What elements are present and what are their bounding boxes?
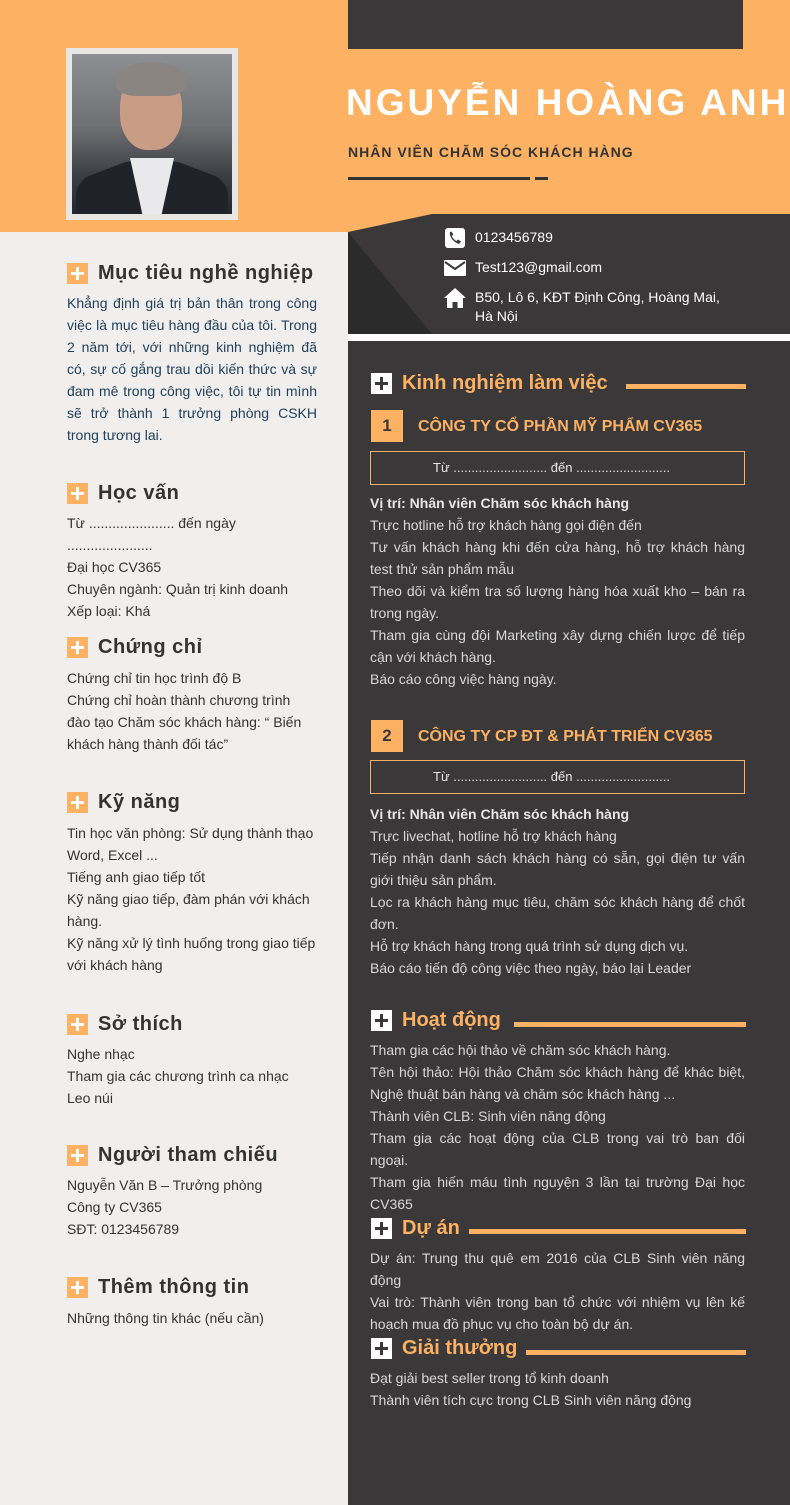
header-dark-block bbox=[348, 0, 743, 49]
section-activities-title: Hoạt động bbox=[371, 1009, 501, 1032]
section-hobbies-title: Sở thích bbox=[67, 1013, 183, 1036]
avatar-frame bbox=[66, 48, 238, 220]
section-more-info-title: Thêm thông tin bbox=[67, 1276, 249, 1299]
title-underline-dash bbox=[535, 177, 548, 180]
contact-phone bbox=[444, 228, 553, 248]
address-text: B50, Lô 6, KĐT Định Công, Hoàng Mai, Hà Nội bbox=[475, 289, 720, 324]
company-name: CÔNG TY CP ĐT & PHÁT TRIỂN CV365 bbox=[418, 728, 713, 745]
home-icon bbox=[444, 288, 466, 308]
certificates-list: Chứng chỉ tin học trình độ B Chứng chỉ hoàn thành chương trình đào tạo Chăm sóc khách hàng: “ Biến khách hàng thành đối tác” bbox=[67, 670, 302, 752]
job-title: NHÂN VIÊN CHĂM SÓC KHÁCH HÀNG bbox=[348, 144, 634, 160]
title-underline bbox=[348, 177, 530, 180]
contact-address bbox=[444, 288, 720, 326]
hobbies-list: Nghe nhạc Tham gia các chương trình ca nhạc Leo núi bbox=[67, 1046, 289, 1106]
candidate-name: NGUYỄN HOÀNG ANH bbox=[346, 82, 790, 123]
plus-icon bbox=[67, 792, 88, 813]
job-number: 2 bbox=[371, 720, 403, 752]
section-rule bbox=[469, 1229, 746, 1234]
activities-list: Tham gia các hội thảo về chăm sóc khách hàng. Tên hội thảo: Hội thảo Chăm sóc khách hàng để khác biệt, Nghệ thuật bán hàng và chăm sóc khách hàng ... Thành viên CLB: Sinh viên năng động Tham gia các hoạt động của CLB trong vai trò ban đối ngoại. Tham gia hiến máu tình nguyện 3 lần tại trường Đại học CV365 bbox=[370, 1042, 745, 1212]
job-details: Vị trí: Nhân viên Chăm sóc khách hàng Trực hotline hỗ trợ khách hàng gọi điện đến Tư vấn khách hàng khi đến cửa hàng, hỗ trợ khách hàng test thử sản phẩm mẫu Theo dõi và kiểm tra số lượng hàng hóa xuất kho – bán ra trong ngày. Tham gia cùng đội Marketing xây dựng chiến lược để tiếp cận với khách hàng. Báo cáo công việc hàng ngày. bbox=[370, 495, 745, 687]
avatar bbox=[72, 54, 232, 214]
company-name: CÔNG TY CỔ PHẦN MỸ PHẨM CV365 bbox=[418, 418, 703, 435]
contact-notch bbox=[348, 214, 432, 232]
email-text: Test123@gmail.com bbox=[475, 259, 603, 275]
section-certificates-title: Chứng chỉ bbox=[67, 636, 203, 659]
section-rule bbox=[514, 1022, 746, 1027]
awards-list: Đạt giải best seller trong tổ kinh doanh Thành viên tích cực trong CLB Sinh viên năng động bbox=[370, 1370, 692, 1408]
objective-text: Khẳng định giá trị bản thân trong công việc là mục tiêu hàng đầu của tôi. Trong 2 năm tới, với những kinh nghiệm đã có, sự cố gắng trau dồi kiến thức và sự đam mê trong công việc, tôi tự tin mình sẽ trở thành 1 trưởng phòng CSKH trong tương lai. bbox=[67, 295, 317, 443]
divider bbox=[348, 334, 790, 341]
plus-icon bbox=[67, 1145, 88, 1166]
section-projects-title: Dự án bbox=[371, 1217, 460, 1240]
plus-icon bbox=[371, 373, 392, 394]
plus-icon bbox=[371, 1218, 392, 1239]
plus-icon bbox=[67, 1277, 88, 1298]
projects-list: Dự án: Trung thu quê em 2016 của CLB Sinh viên năng động Vai trò: Thành viên trong ban tổ chức với nhiệm vụ lên kế hoạch mua đồ phục vụ cho toàn bộ dự án. bbox=[370, 1250, 745, 1332]
job-dates: Từ .......................... đến .......................... bbox=[370, 760, 745, 794]
plus-icon bbox=[67, 263, 88, 284]
contact-shade bbox=[348, 232, 432, 334]
plus-icon bbox=[371, 1338, 392, 1359]
plus-icon bbox=[67, 637, 88, 658]
section-objective-title: Mục tiêu nghề nghiệp bbox=[67, 262, 314, 285]
mail-icon bbox=[444, 258, 466, 278]
section-skills-title: Kỹ năng bbox=[67, 791, 180, 814]
section-experience-title: Kinh nghiệm làm việc bbox=[371, 372, 608, 395]
plus-icon bbox=[67, 1014, 88, 1035]
phone-icon bbox=[444, 228, 466, 248]
section-references-title: Người tham chiếu bbox=[67, 1144, 278, 1167]
section-education-title: Học vấn bbox=[67, 482, 179, 505]
contact-email bbox=[444, 258, 602, 278]
plus-icon bbox=[67, 483, 88, 504]
section-rule bbox=[526, 1350, 746, 1355]
section-rule bbox=[626, 384, 746, 389]
phone-text: 0123456789 bbox=[475, 229, 553, 245]
skills-list: Tin học văn phòng: Sử dụng thành thạo Word, Excel ... Tiếng anh giao tiếp tốt Kỹ năng giao tiếp, đàm phán với khách hàng. Kỹ năng xử lý tình huống trong giao tiếp với khách hàng bbox=[67, 825, 316, 973]
references-list: Nguyễn Văn B – Trưởng phòng Công ty CV365 SĐT: 0123456789 bbox=[67, 1177, 263, 1237]
section-awards-title: Giải thưởng bbox=[371, 1337, 517, 1360]
job-number: 1 bbox=[371, 410, 403, 442]
plus-icon bbox=[371, 1010, 392, 1031]
job-dates: Từ .......................... đến .......................... bbox=[370, 451, 745, 485]
more-info-list: Những thông tin khác (nếu cần) bbox=[67, 1310, 264, 1326]
education-list: Từ ...................... đến ngày ...................... Đại học CV365 Chuyên ngành: Quản trị kinh doanh Xếp loại: Khá bbox=[67, 515, 289, 619]
job-details: Vị trí: Nhân viên Chăm sóc khách hàng Trực livechat, hotline hỗ trợ khách hàng Tiếp nhận danh sách khách hàng có sẵn, gọi điện tư vấn giới thiệu sản phẩm. Lọc ra khách hàng mục tiêu, chăm sóc khách hàng để chốt đơn. Hỗ trợ khách hàng trong quá trình sử dụng dịch vụ. Báo cáo tiến độ công việc theo ngày, báo lại Leader bbox=[370, 806, 745, 976]
